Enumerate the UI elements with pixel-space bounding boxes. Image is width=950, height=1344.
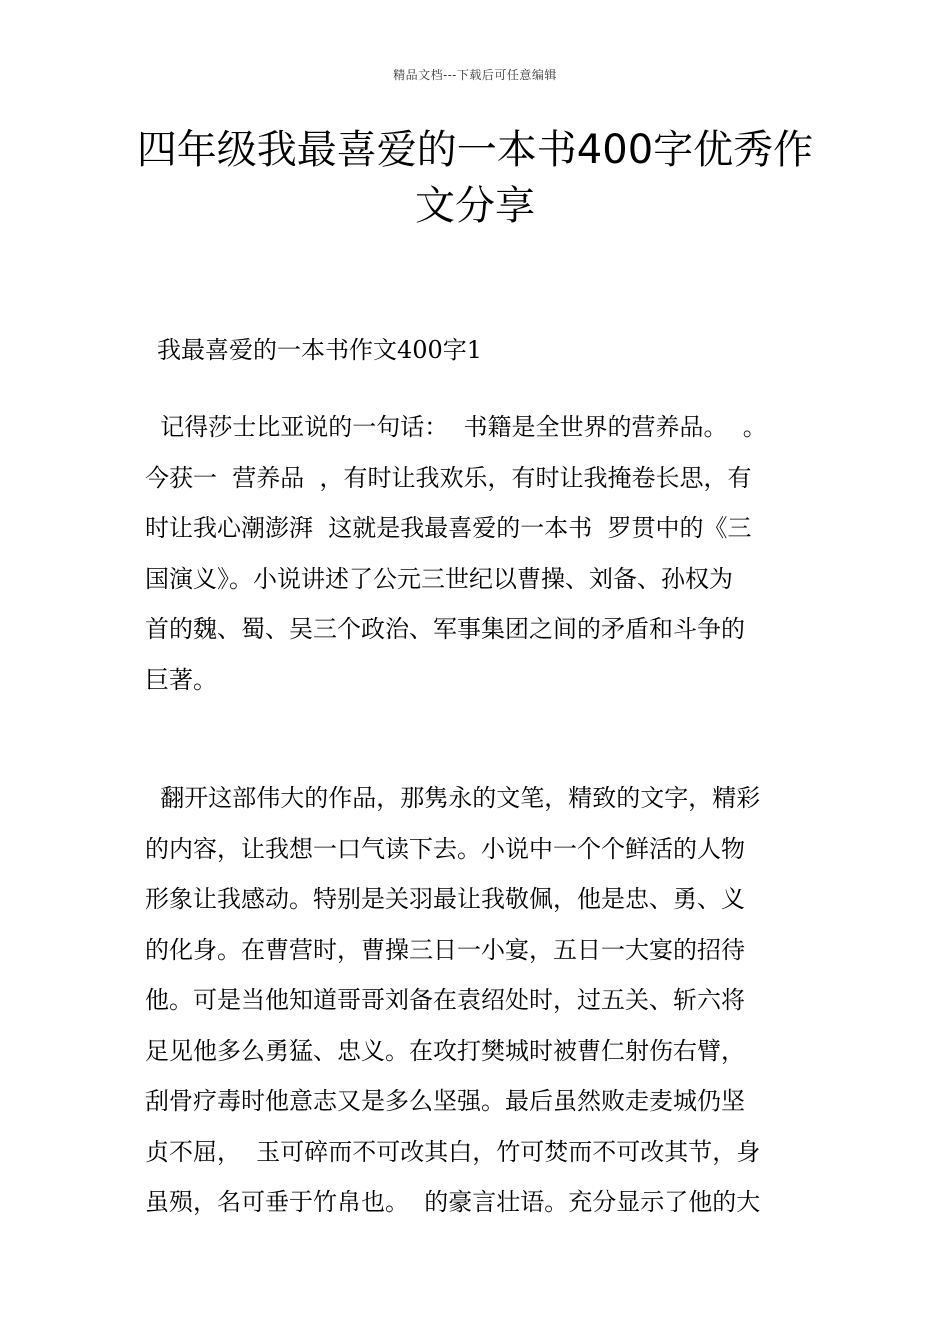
paragraph-line: 记得莎士比亚说的一句话： 书籍是全世界的营养品。 。 — [145, 413, 767, 441]
paragraph-1 — [145, 402, 810, 705]
header-note: 精品文档---下载后可任意编辑 — [393, 68, 557, 82]
paragraph-line: 形象让我感动。特别是关羽最让我敬佩，他是忠、勇、义 — [145, 885, 745, 913]
paragraph-2 — [145, 773, 810, 1228]
paragraph-line: 虽殒，名可垂于竹帛也。 的豪言壮语。充分显示了他的大 — [145, 1188, 761, 1216]
paragraph-line: 刮骨疗毒时他意志又是多么坚强。最后虽然败走麦城仍坚 — [145, 1087, 745, 1115]
paragraph-line: 足见他多么勇猛、忠义。在攻打樊城时被曹仁射伤右臂， — [145, 1036, 745, 1065]
paragraph-line: 今获一 营养品 ，有时让我欢乐，有时让我掩卷长思，有 — [145, 463, 752, 492]
section-title: 我最喜爱的一本书作文400字1 — [157, 336, 483, 364]
paragraph-line: 贞不屈， 玉可碎而不可改其白，竹可焚而不可改其节，身 — [145, 1137, 761, 1166]
paragraph-line: 他。可是当他知道哥哥刘备在袁绍处时，过五关、斩六将 — [145, 986, 745, 1014]
title-line-1: 四年级我最喜爱的一本书400字优秀作 — [136, 127, 814, 173]
title-line-2: 文分享 — [415, 183, 535, 229]
paragraph-line: 时让我心潮澎湃 这就是我最喜爱的一本书 罗贯中的《三 — [145, 514, 752, 542]
paragraph-line: 首的魏、蜀、吴三个政治、军事集团之间的矛盾和斗争的 — [145, 615, 745, 643]
paragraph-line: 巨著。 — [145, 665, 217, 694]
paragraph-line: 的化身。在曹营时，曹操三日一小宴，五日一大宴的招待 — [145, 935, 745, 964]
paragraph-line: 国演义》。小说讲述了公元三世纪以曹操、刘备、孙权为 — [145, 564, 733, 593]
paragraph-line: 翻开这部伟大的作品，那隽永的文笔，精致的文字，精彩 — [145, 784, 761, 812]
paragraph-line: 的内容，让我想一口气读下去。小说中一个个鲜活的人物 — [145, 834, 745, 863]
document-title — [120, 122, 830, 234]
